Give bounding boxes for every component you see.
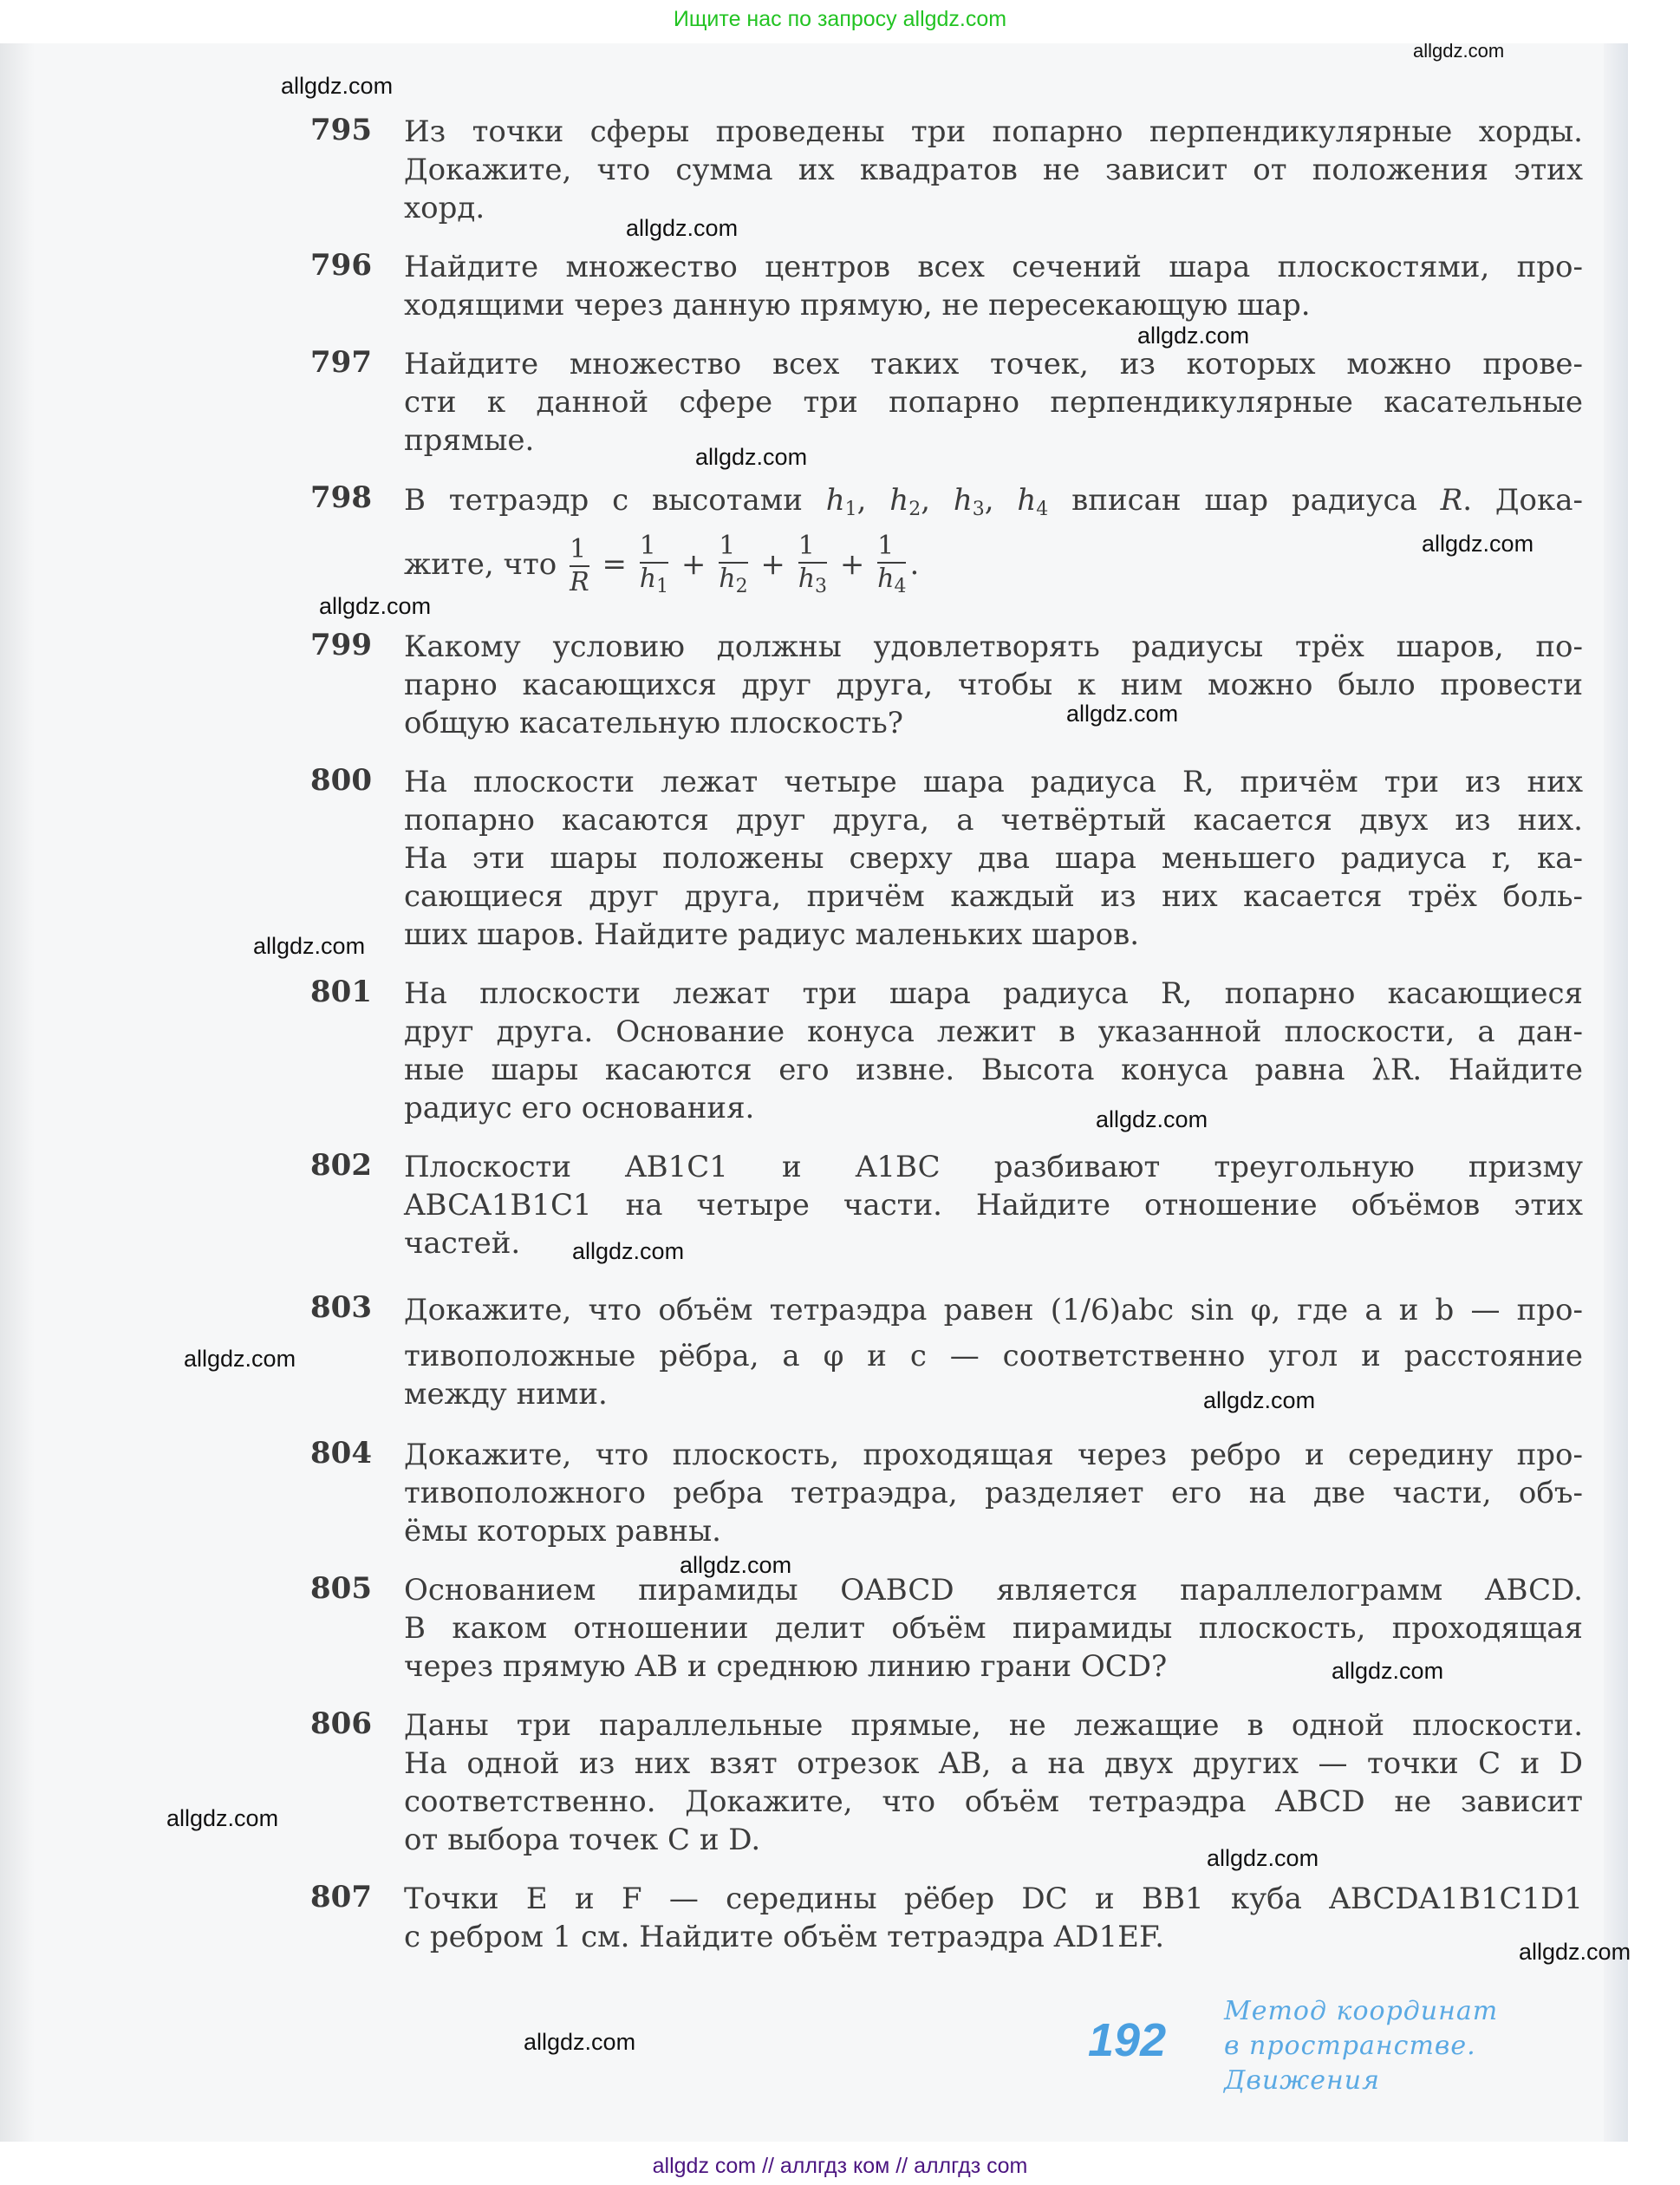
watermark[interactable]: allgdz.com xyxy=(695,444,808,470)
text-line: В каком отношении делит объём пирамиды плоскость, проходящая xyxy=(404,1611,1583,1646)
watermark[interactable]: allgdz.com xyxy=(319,593,432,619)
problem-number: 801 xyxy=(310,975,372,1009)
text-line: В тетраэдр с высотами $h_1$, $h_2$, $h_3$, $h_4$ вписан шар радиуса R. Дока- xyxy=(404,483,1583,520)
problem-text xyxy=(404,1706,1583,1859)
problem-text xyxy=(404,248,1583,324)
problem-number: 795 xyxy=(310,113,372,147)
watermark[interactable]: allgdz.com xyxy=(1207,1845,1319,1871)
page-number: 192 xyxy=(1088,2014,1167,2066)
watermark[interactable]: allgdz.com xyxy=(524,2029,636,2055)
watermark[interactable]: allgdz.com xyxy=(1203,1387,1316,1413)
text-line: сающиеся друг друга, причём каждый из них касается трёх боль- xyxy=(404,879,1583,914)
bottom-banner[interactable]: allgdz com // аллгдз ком // аллгдз com xyxy=(652,2154,1028,2178)
math-h1: $h_1$ xyxy=(825,483,857,520)
text-line: Основанием пирамиды OABCD является параллелограмм ABCD. xyxy=(404,1573,1583,1608)
text-line: Докажите, что объём тетраэдра равен (1/6)abc sin φ, где a и b — про- xyxy=(404,1293,1583,1327)
watermark[interactable]: allgdz.com xyxy=(184,1346,296,1372)
text-line: Из точки сферы проведены три попарно перпендикулярные хорды. xyxy=(404,114,1583,149)
text-line: попарно касаются друг друга, а четвёртый касается двух из них. xyxy=(404,803,1583,838)
text-line: На плоскости лежат четыре шара радиуса R, причём три из них xyxy=(404,765,1583,799)
problem-number: 803 xyxy=(310,1290,372,1325)
formula-line: жите, что $\frac{1}{R}$ = $\frac{1}{h_1}$ + $\frac{1}{h_2}$ + $\frac{1}{h_3}$ + $\frac{1}{h_4}$ . xyxy=(404,530,1583,603)
text-line: Докажите, что плоскость, проходящая через ребро и середину про- xyxy=(404,1438,1583,1472)
problem-number: 804 xyxy=(310,1436,372,1471)
problem-number: 806 xyxy=(310,1706,372,1741)
watermark[interactable]: allgdz.com xyxy=(1066,701,1179,727)
watermark[interactable]: allgdz.com xyxy=(281,73,394,99)
text-line: через прямую AB и среднюю линию грани OCD? xyxy=(404,1649,1168,1684)
watermark[interactable]: allgdz.com xyxy=(680,1552,792,1578)
text-line: ные шары касаются его извне. Высота конуса равна λR. Найдите xyxy=(404,1053,1583,1087)
watermark[interactable]: allgdz.com xyxy=(572,1238,685,1264)
text-line: частей. xyxy=(404,1226,521,1261)
text-line: друг друга. Основание конуса лежит в указанной плоскости, а дан- xyxy=(404,1014,1583,1049)
problem-text xyxy=(404,628,1583,742)
text-line: соответственно. Докажите, что объём тетраэдра ABCD не зависит xyxy=(404,1784,1583,1819)
text-line: радиус его основания. xyxy=(404,1091,755,1125)
watermark[interactable]: allgdz.com xyxy=(253,933,366,959)
watermark[interactable]: allgdz.com xyxy=(1096,1106,1208,1132)
fraction-1-over-h2: $\frac{1}{h_2}$ xyxy=(719,531,747,603)
text-line: ABCA1B1C1 на четыре части. Найдите отношение объёмов этих xyxy=(404,1188,1583,1223)
text-line: ходящими через данную прямую, не пересекающую шар. xyxy=(404,288,1311,323)
problem-text xyxy=(404,480,1583,603)
watermark[interactable]: allgdz.com xyxy=(1137,323,1250,349)
watermark[interactable]: allgdz.com xyxy=(1422,531,1534,557)
watermark[interactable]: allgdz.com xyxy=(166,1805,279,1831)
text-line: общую касательную плоскость? xyxy=(404,706,903,740)
text-line: тивоположного ребра тетраэдра, разделяет его на две части, объ- xyxy=(404,1476,1583,1510)
section-title-line: Метод координат xyxy=(1224,1996,1499,2026)
page-binding-shadow xyxy=(0,43,35,2142)
text-line: Какому условию должны удовлетворять радиусы трёх шаров, по- xyxy=(404,629,1583,664)
text-line: Найдите множество центров всех сечений шара плоскостями, про- xyxy=(404,250,1583,284)
text-line: прямые. xyxy=(404,423,535,458)
section-title xyxy=(1224,1994,1571,2098)
text-line: тивоположные рёбра, а φ и c — соответственно угол и расстояние xyxy=(404,1339,1583,1373)
problem-number: 797 xyxy=(310,345,372,380)
text-line: На эти шары положены сверху два шара меньшего радиуса r, ка- xyxy=(404,841,1583,876)
watermark[interactable]: allgdz.com xyxy=(626,215,739,241)
problem-text xyxy=(404,763,1583,954)
text-line: ших шаров. Найдите радиус маленьких шаров. xyxy=(404,917,1140,952)
text-line: Найдите множество всех таких точек, из которых можно прове- xyxy=(404,347,1583,382)
text-line: Плоскости AB1C1 и A1BC разбивают треугольную призму xyxy=(404,1150,1583,1184)
problem-number: 799 xyxy=(310,628,372,662)
text-line: Докажите, что сумма их квадратов не зависит от положения этих xyxy=(404,153,1583,187)
fraction-1-over-h1: $\frac{1}{h_1}$ xyxy=(640,531,668,603)
problem-number: 796 xyxy=(310,248,372,283)
fraction-1-over-R: $\frac{1}{R}$ xyxy=(570,534,589,597)
text-line: На плоскости лежат три шара радиуса R, попарно касающиеся xyxy=(404,976,1583,1011)
fraction-1-over-h3: $\frac{1}{h_3}$ xyxy=(798,531,827,603)
problem-text xyxy=(404,1880,1583,1956)
text-line: сти к данной сфере три попарно перпендикулярные касательные xyxy=(404,385,1583,420)
fraction-1-over-h4: $\frac{1}{h_4}$ xyxy=(877,531,906,603)
section-title-line: в пространстве. xyxy=(1224,2031,1476,2061)
problem-text xyxy=(404,1436,1583,1550)
watermark[interactable]: allgdz.com xyxy=(1413,40,1505,62)
text-line: ёмы которых равны. xyxy=(404,1514,721,1549)
problem-number: 800 xyxy=(310,763,372,798)
text-line: парно касающихся друг друга, чтобы к ним можно было провести xyxy=(404,668,1583,702)
watermark[interactable]: allgdz.com xyxy=(1332,1658,1444,1684)
page-edge-shadow xyxy=(1604,43,1628,2142)
problem-number: 802 xyxy=(310,1148,372,1183)
text-line: с ребром 1 см. Найдите объём тетраэдра AD1EF. xyxy=(404,1920,1165,1954)
problem-number: 798 xyxy=(310,480,372,515)
text-line: от выбора точек C и D. xyxy=(404,1823,761,1857)
text-line: между ними. xyxy=(404,1377,608,1412)
text-line: хорд. xyxy=(404,191,485,225)
top-banner[interactable]: Ищите нас по запросу allgdz.com xyxy=(673,7,1007,31)
text-line: На одной из них взят отрезок AB, а на двух других — точки C и D xyxy=(404,1746,1583,1781)
problem-text xyxy=(404,113,1583,227)
section-title-line: Движения xyxy=(1224,2065,1380,2096)
problem-text xyxy=(404,975,1583,1127)
text-line: Точки E и F — середины рёбер DC и BB1 куба ABCDA1B1C1D1 xyxy=(404,1882,1583,1916)
problem-text xyxy=(404,1283,1583,1413)
problem-number: 807 xyxy=(310,1880,372,1914)
watermark[interactable]: allgdz.com xyxy=(1519,1939,1631,1965)
problem-number: 805 xyxy=(310,1571,372,1606)
problem-text xyxy=(404,345,1583,460)
text-line: Даны три параллельные прямые, не лежащие в одной плоскости. xyxy=(404,1708,1583,1743)
